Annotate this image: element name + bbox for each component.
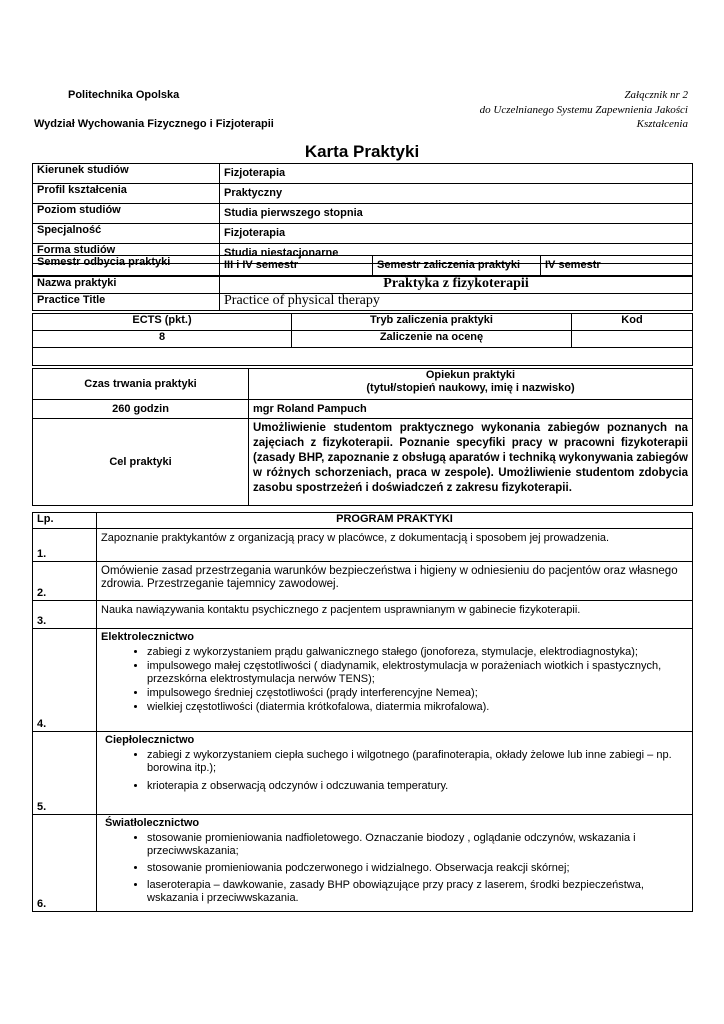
annex-line-2: do Uczelnianego Systemu Zapewnienia Jakości bbox=[479, 104, 688, 116]
semester-credit-label: Semestr zaliczenia praktyki bbox=[373, 256, 541, 276]
item-title: Światłolecznictwo bbox=[105, 817, 200, 829]
annex-line-1: Załącznik nr 2 bbox=[624, 89, 688, 101]
info-row bbox=[33, 204, 693, 224]
faculty-name: Wydział Wychowania Fizycznego i Fizjoterapii bbox=[34, 118, 274, 130]
ects-value: 8 bbox=[33, 331, 292, 348]
item-title: Ciepłolecznictwo bbox=[105, 734, 195, 746]
item-text: Nauka nawiązywania kontaktu psychicznego z pacjentem usprawnianym w gabinecie fizykoterapii. bbox=[97, 601, 693, 629]
annex-line-3: Kształcenia bbox=[636, 118, 688, 130]
bullet-list bbox=[101, 832, 688, 905]
semester-table bbox=[32, 255, 693, 276]
item-number: 6. bbox=[33, 815, 97, 912]
program-item bbox=[33, 629, 693, 732]
bullet-item: • laseroterapia – dawkowanie, zasady BHP obowiązujące przy pracy z laserem, środki bezpieczeństwa, wskazania i przeciwwskazania. bbox=[147, 879, 688, 905]
name-table bbox=[32, 276, 693, 311]
semester-value: III i IV semestr bbox=[220, 256, 373, 276]
item-text: Zapoznanie praktykantów z organizacją pracy w placówce, z dokumentacją i sposobem jej prowadzenia. bbox=[97, 529, 693, 562]
duration-value: 260 godzin bbox=[33, 400, 249, 419]
bullet-item: • stosowanie promieniowania podczerwonego i widzialnego. Obserwacja reakcji skórnej; bbox=[147, 862, 688, 875]
info-label: Kierunek studiów bbox=[33, 164, 220, 184]
goal-label: Cel praktyki bbox=[33, 419, 249, 506]
item-number: 3. bbox=[33, 601, 97, 629]
info-value: Studia niestacjonarne bbox=[220, 244, 693, 264]
item-number: 4. bbox=[33, 629, 97, 732]
bullet-item: • krioterapia z obserwacją odczynów i odczuwania temperatury. bbox=[147, 780, 688, 793]
bullet-list bbox=[101, 749, 688, 793]
info-table bbox=[32, 163, 693, 264]
info-value: Praktyczny bbox=[220, 184, 693, 204]
supervisor-header-line2: (tytuł/stopień naukowy, imię i nazwisko) bbox=[366, 382, 575, 394]
supervisor-name: mgr Roland Pampuch bbox=[249, 400, 693, 419]
bullet-item: • stosowanie promieniowania nadfioletowego. Oznaczanie biodozy , oglądanie odczynów, wskazania i przeciwwskazania; bbox=[147, 832, 688, 858]
item-text: Omówienie zasad przestrzegania warunków bezpieczeństwa i higieny w odniesieniu do pacjentów oraz własnego zdrowia. Przestrzeganie tajemnicy zawodowej. bbox=[97, 562, 693, 601]
goal-text: Umożliwienie studentom praktycznego wykonania zabiegów poznanych na zajęciach z fizykoterapii. Poznanie specyfiki pracy w pracowni fizykoterapii (zasady BHP, zapoznanie z obsługą aparatów i techniką wykonywania zabiegów w różnych schorzeniach, praca w zespole). Umożliwienie studentom zdobycia zasobu spostrzeżeń i doświadczeń z zakresu fizykoterapii. bbox=[249, 419, 693, 506]
program-item bbox=[33, 529, 693, 562]
practice-title-label: Practice Title bbox=[33, 294, 220, 311]
code-value bbox=[572, 331, 693, 348]
info-label: Poziom studiów bbox=[33, 204, 220, 224]
info-value: Studia pierwszego stopnia bbox=[220, 204, 693, 224]
info-row bbox=[33, 224, 693, 244]
mode-header: Tryb zaliczenia praktyki bbox=[292, 314, 572, 331]
duration-table bbox=[32, 368, 693, 506]
item-number: 5. bbox=[33, 732, 97, 815]
info-label: Specjalność bbox=[33, 224, 220, 244]
practice-name-value: Praktyka z fizykoterapii bbox=[220, 277, 693, 294]
lp-header: Lp. bbox=[33, 513, 97, 529]
info-value: Fizjoterapia bbox=[220, 224, 693, 244]
program-item bbox=[33, 732, 693, 815]
program-item bbox=[33, 815, 693, 912]
bullet-item: • zabiegi z wykorzystaniem ciepła suchego i wilgotnego (parafinoterapia, okłady żelowe lub inne zabiegi – np. borowina itp.); bbox=[147, 749, 688, 775]
university-name: Politechnika Opolska bbox=[68, 89, 180, 101]
program-header: PROGRAM PRAKTYKI bbox=[97, 513, 693, 529]
info-row bbox=[33, 184, 693, 204]
supervisor-header-line1: Opiekun praktyki bbox=[425, 369, 516, 381]
item-number: 2. bbox=[33, 562, 97, 601]
code-header: Kod bbox=[572, 314, 693, 331]
info-value: Fizjoterapia bbox=[220, 164, 693, 184]
bullet-item: • impulsowego średniej częstotliwości (prądy interferencyjne Nemea); bbox=[147, 687, 688, 700]
info-label: Profil kształcenia bbox=[33, 184, 220, 204]
info-label: Forma studiów bbox=[33, 244, 220, 264]
bullet-item: • wielkiej częstotliwości (diatermia krótkofalowa, diatermia mikrofalowa). bbox=[147, 701, 688, 714]
bullet-list bbox=[101, 646, 688, 714]
info-row bbox=[33, 164, 693, 184]
supervisor-header bbox=[249, 369, 693, 400]
program-item bbox=[33, 562, 693, 601]
bullet-item: • zabiegi z wykorzystaniem prądu galwanicznego stałego (jonoforeza, stymulacje, elektrodiagnostyka); bbox=[147, 646, 688, 659]
semester-credit-value: IV semestr bbox=[541, 256, 693, 276]
duration-label: Czas trwania praktyki bbox=[33, 369, 249, 400]
program-table bbox=[32, 512, 693, 912]
empty-row bbox=[33, 348, 693, 366]
item-title: Elektrolecznictwo bbox=[101, 631, 194, 643]
ects-table bbox=[32, 313, 693, 366]
ects-header: ECTS (pkt.) bbox=[33, 314, 292, 331]
bullet-item: • impulsowego małej częstotliwości ( diadynamik, elektrostymulacja w porażeniach wiotkich i spastycznych, przezskórna elektrostymulacja nerwów TENS); bbox=[147, 660, 688, 686]
program-item bbox=[33, 601, 693, 629]
semester-label: Semestr odbycia praktyki bbox=[33, 256, 220, 276]
page-title: Karta Praktyki bbox=[304, 142, 420, 161]
practice-title-value: Practice of physical therapy bbox=[220, 294, 693, 311]
mode-value: Zaliczenie na ocenę bbox=[292, 331, 572, 348]
item-number: 1. bbox=[33, 529, 97, 562]
practice-name-label: Nazwa praktyki bbox=[33, 277, 220, 294]
